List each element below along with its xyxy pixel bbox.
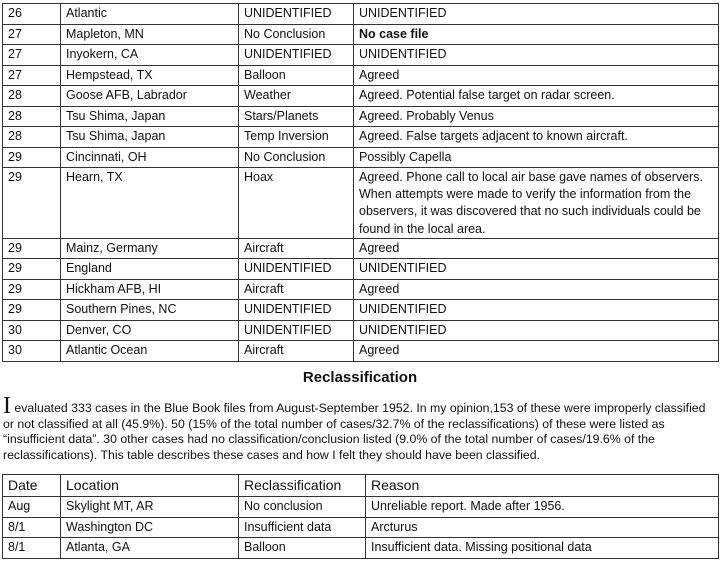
day-cell: 28	[3, 127, 61, 148]
location-cell: Atlanta, GA	[61, 538, 239, 559]
location-cell: Goose AFB, Labrador	[61, 86, 239, 107]
day-cell: 28	[3, 86, 61, 107]
table-row	[3, 4, 719, 25]
location-cell: Skylight MT, AR	[61, 497, 239, 518]
table-row	[3, 497, 719, 518]
reclassification-cell: No conclusion	[239, 497, 366, 518]
comment-cell: Possibly Capella	[354, 147, 719, 168]
table-row	[3, 320, 719, 341]
classification-cell: Aircraft	[239, 238, 354, 259]
day-cell: 29	[3, 168, 61, 239]
reason-cell: Arcturus	[366, 517, 719, 538]
comment-cell: UNIDENTIFIED	[354, 259, 719, 280]
classification-cell: Hoax	[239, 168, 354, 239]
table-row	[3, 279, 719, 300]
location-cell: Southern Pines, NC	[61, 300, 239, 321]
day-cell: 26	[3, 4, 61, 25]
table-row	[3, 238, 719, 259]
comment-cell: UNIDENTIFIED	[354, 300, 719, 321]
day-cell: 27	[3, 24, 61, 45]
header-location: Location	[61, 475, 239, 497]
reclassification-table-body	[3, 475, 719, 559]
location-cell: England	[61, 259, 239, 280]
classification-cell: Balloon	[239, 65, 354, 86]
sightings-table	[2, 3, 719, 362]
location-cell: Tsu Shima, Japan	[61, 106, 239, 127]
classification-cell: UNIDENTIFIED	[239, 259, 354, 280]
day-cell: 29	[3, 147, 61, 168]
classification-cell: UNIDENTIFIED	[239, 320, 354, 341]
classification-cell: No Conclusion	[239, 147, 354, 168]
comment-cell: Agreed. False targets adjacent to known aircraft.	[354, 127, 719, 148]
table-row	[3, 127, 719, 148]
comment-cell: Agreed	[354, 65, 719, 86]
table-row	[3, 147, 719, 168]
location-cell: Mainz, Germany	[61, 238, 239, 259]
day-cell: 27	[3, 45, 61, 66]
table-row	[3, 300, 719, 321]
header-reclassification: Reclassification	[239, 475, 366, 497]
comment-cell: Agreed	[354, 279, 719, 300]
location-cell: Hearn, TX	[61, 168, 239, 239]
classification-cell: Aircraft	[239, 279, 354, 300]
comment-cell: Agreed. Probably Venus	[354, 106, 719, 127]
header-reason: Reason	[366, 475, 719, 497]
comment-cell: Agreed	[354, 341, 719, 362]
classification-cell: No Conclusion	[239, 24, 354, 45]
day-cell: 30	[3, 320, 61, 341]
location-cell: Mapleton, MN	[61, 24, 239, 45]
location-cell: Hempstead, TX	[61, 65, 239, 86]
intro-paragraph-text: evaluated 333 cases in the Blue Book files from August-September 1952. In my opinion,153 of these were improperly classified or not classified at all (45.9%). 50 (15% of the total number of cases/32.7% of the reclassifications) of these were listed as “insufficient data”. 30 other cases had no classification/conclusion listed (9.0% of the total number of cases/19.6% of the reclassifications). This table describes these cases and how I felt they should have been classified.	[3, 401, 706, 462]
classification-cell: UNIDENTIFIED	[239, 45, 354, 66]
day-cell: 29	[3, 300, 61, 321]
table-row	[3, 341, 719, 362]
location-cell: Cincinnati, OH	[61, 147, 239, 168]
intro-paragraph	[3, 393, 717, 463]
table-row	[3, 538, 719, 559]
table-row	[3, 106, 719, 127]
location-cell: Washington DC	[61, 517, 239, 538]
day-cell: 28	[3, 106, 61, 127]
day-cell: 29	[3, 279, 61, 300]
location-cell: Inyokern, CA	[61, 45, 239, 66]
day-cell: 29	[3, 259, 61, 280]
table-row	[3, 86, 719, 107]
table-row	[3, 259, 719, 280]
date-cell: 8/1	[3, 538, 61, 559]
location-cell: Tsu Shima, Japan	[61, 127, 239, 148]
location-cell: Atlantic Ocean	[61, 341, 239, 362]
comment-cell: UNIDENTIFIED	[354, 320, 719, 341]
date-cell: Aug	[3, 497, 61, 518]
classification-cell: Stars/Planets	[239, 106, 354, 127]
dropcap-letter: I	[3, 393, 11, 419]
table-row	[3, 45, 719, 66]
day-cell: 30	[3, 341, 61, 362]
reason-cell: Unreliable report. Made after 1956.	[366, 497, 719, 518]
location-cell: Atlantic	[61, 4, 239, 25]
comment-cell: UNIDENTIFIED	[354, 4, 719, 25]
comment-cell: Agreed. Potential false target on radar screen.	[354, 86, 719, 107]
day-cell: 27	[3, 65, 61, 86]
reason-cell: Insufficient data. Missing positional data	[366, 538, 719, 559]
table-row	[3, 168, 719, 239]
comment-cell: UNIDENTIFIED	[354, 45, 719, 66]
table-row	[3, 65, 719, 86]
location-cell: Hickham AFB, HI	[61, 279, 239, 300]
table-row	[3, 517, 719, 538]
section-title: Reclassification	[302, 369, 418, 386]
reclassification-cell: Insufficient data	[239, 517, 366, 538]
classification-cell: Weather	[239, 86, 354, 107]
reclassification-table	[2, 474, 719, 559]
comment-cell: No case file	[354, 24, 719, 45]
classification-cell: UNIDENTIFIED	[239, 300, 354, 321]
date-cell: 8/1	[3, 517, 61, 538]
classification-cell: Temp Inversion	[239, 127, 354, 148]
table-header-row	[3, 475, 719, 497]
reclassification-cell: Balloon	[239, 538, 366, 559]
location-cell: Denver, CO	[61, 320, 239, 341]
sightings-table-body	[3, 4, 719, 362]
classification-cell: UNIDENTIFIED	[239, 4, 354, 25]
day-cell: 29	[3, 238, 61, 259]
header-date: Date	[3, 475, 61, 497]
comment-cell: Agreed	[354, 238, 719, 259]
comment-cell: Agreed. Phone call to local air base gave names of observers. When attempts were made to verify the information from the observers, it was discovered that no such individuals could be found in the local area.	[354, 168, 719, 239]
table-row	[3, 24, 719, 45]
classification-cell: Aircraft	[239, 341, 354, 362]
